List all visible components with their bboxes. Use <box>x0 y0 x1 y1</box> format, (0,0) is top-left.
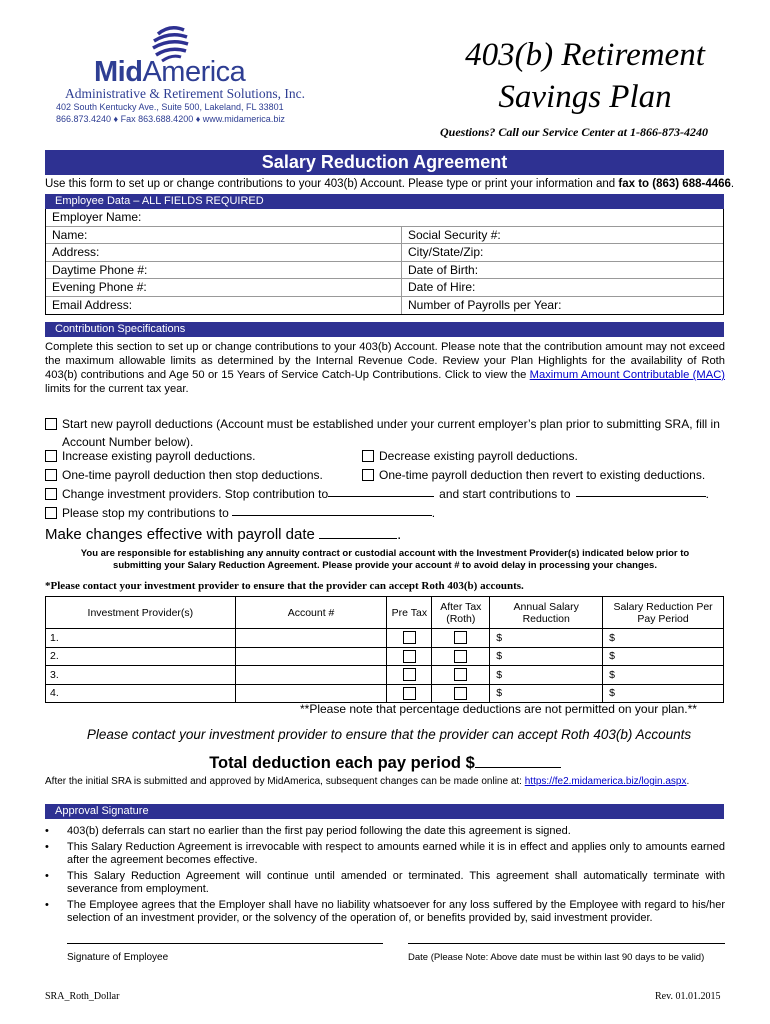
col-after-tax: After Tax (Roth) <box>432 597 490 629</box>
onetime-stop-checkbox[interactable] <box>45 469 57 481</box>
address-line-1: 402 South Kentucky Ave., Suite 500, Lakeland, FL 33801 <box>56 102 284 112</box>
employee-signature-line[interactable] <box>67 943 383 944</box>
list-item: • The Employee agrees that the Employer shall have no liability whatsoever for any loss suffered by the Employee with regard to his/her selection of an investment provider, or the solvency of the operation of, or benefits provided by, said investment provider. <box>45 899 725 925</box>
list-item: • 403(b) deferrals can start no earlier than the first pay period following the date this agreement is signed. <box>45 825 725 838</box>
employer-name-field[interactable]: Employer Name: <box>52 210 142 224</box>
title-line-1: 403(b) Retirement <box>465 37 705 73</box>
contribution-instructions: Complete this section to set up or change contributions to your 403(b) Account. Please note that the contribution amount may not exceed the maximum allowable limits as determined by the Internal Revenue Code. Review your Plan Highlights for the availability of Roth 403(b) contributions and Age 50 or 15 Years of Service Catch-Up Contributions. Click to view the Maximum Amount Contributable (MAC) limits for the current tax year. <box>45 341 725 395</box>
table-row <box>46 647 724 666</box>
table-row <box>46 684 724 703</box>
payrolls-per-year-field[interactable]: Number of Payrolls per Year: <box>408 297 562 312</box>
total-deduction-line: Total deduction each pay period $ <box>45 754 725 773</box>
payroll-date-input[interactable] <box>319 527 397 539</box>
account-number-cell[interactable] <box>235 684 387 703</box>
section-banner-salary-reduction: Salary Reduction Agreement <box>45 150 724 175</box>
effective-date-line: Make changes effective with payroll date . <box>45 526 402 543</box>
option-change-providers: Change investment providers. Stop contribution to and start contributions to . <box>45 485 709 503</box>
provider-name-cell[interactable]: 1. <box>46 629 236 648</box>
annual-amount-cell[interactable]: $ <box>490 666 603 685</box>
intro-text: Use this form to set up or change contributions to your 403(b) Account. Please type or print your information and fax to (863) 688-4466. <box>45 178 735 190</box>
company-address <box>56 101 285 125</box>
stop-contributions-checkbox[interactable] <box>45 507 57 519</box>
col-account-number: Account # <box>235 597 387 629</box>
employee-data-heading: Employee Data – ALL FIELDS REQUIRED <box>45 194 724 209</box>
company-full-name: Administrative & Retirement Solutions, Inc. <box>65 86 305 101</box>
pre-tax-cell <box>387 629 432 648</box>
after-tax-cell <box>432 647 490 666</box>
online-changes-note: After the initial SRA is submitted and approved by MidAmerica, subsequent changes can be made online at: https://fe2.midamerica.biz/login.aspx. <box>45 776 690 787</box>
pre-tax-cell <box>387 684 432 703</box>
provider-name-cell[interactable]: 3. <box>46 666 236 685</box>
option-onetime-revert: One-time payroll deduction then revert to existing deductions. <box>362 466 705 484</box>
pre-tax-checkbox[interactable] <box>403 668 416 681</box>
login-link[interactable]: https://fe2.midamerica.biz/login.aspx <box>524 776 687 787</box>
contribution-specifications-heading: Contribution Specifications <box>45 322 724 337</box>
option-start-new: Start new payroll deductions (Account must be established under your current employer’s plan prior to submitting SRA, fill in Account Number below). <box>45 415 730 451</box>
annual-amount-cell[interactable]: $ <box>490 684 603 703</box>
form-title <box>435 34 735 118</box>
signature-date-line[interactable] <box>408 943 725 944</box>
address-field[interactable]: Address: <box>46 244 402 261</box>
table-row <box>46 629 724 648</box>
after-tax-cell <box>432 684 490 703</box>
per-period-amount-cell[interactable]: $ <box>603 647 724 666</box>
provider-name-cell[interactable]: 2. <box>46 647 236 666</box>
decrease-checkbox[interactable] <box>362 450 374 462</box>
title-line-2: Savings Plan <box>498 79 672 115</box>
employee-data-table <box>45 209 724 315</box>
total-deduction-input[interactable] <box>475 754 561 768</box>
pre-tax-checkbox[interactable] <box>403 650 416 663</box>
table-row <box>46 666 724 685</box>
annual-amount-cell[interactable]: $ <box>490 647 603 666</box>
col-per-pay-period: Salary Reduction Per Pay Period <box>603 597 724 629</box>
pre-tax-checkbox[interactable] <box>403 687 416 700</box>
stop-contribution-to-input[interactable] <box>328 485 434 497</box>
date-of-hire-field[interactable]: Date of Hire: <box>408 280 476 294</box>
option-onetime-stop: One-time payroll deduction then stop deductions. <box>45 466 323 484</box>
contact-provider-note: Please contact your investment provider to ensure that the provider can accept Roth 403(b) Accounts <box>86 727 692 742</box>
approval-terms-list <box>45 825 725 928</box>
responsibility-note: You are responsible for establishing any annuity contract or custodial account with the Investment Provider(s) indicated below prior to submitting your Salary Reduction Agreement. Please provide your account # to avoid delay in processing your changes. <box>80 548 690 571</box>
investment-providers-table <box>45 596 724 703</box>
revision-number: Rev. 01.01.2015 <box>655 991 721 1002</box>
email-field[interactable]: Email Address: <box>46 297 402 315</box>
after-tax-cell <box>432 666 490 685</box>
col-pre-tax: Pre Tax <box>387 597 432 629</box>
mac-link[interactable]: Maximum Amount Contributable (MAC) <box>529 369 725 381</box>
daytime-phone-field[interactable]: Daytime Phone #: <box>46 262 402 279</box>
after-tax-checkbox[interactable] <box>454 650 467 663</box>
name-field[interactable]: Name: <box>46 227 402 244</box>
after-tax-checkbox[interactable] <box>454 687 467 700</box>
change-providers-checkbox[interactable] <box>45 488 57 500</box>
address-line-2: 866.873.4240 ♦ Fax 863.688.4200 ♦ www.midamerica.biz <box>56 114 285 124</box>
after-tax-checkbox[interactable] <box>454 668 467 681</box>
annual-amount-cell[interactable]: $ <box>490 629 603 648</box>
account-number-cell[interactable] <box>235 666 387 685</box>
list-item: • This Salary Reduction Agreement is irrevocable with respect to amounts earned while it is in effect and applies only to amounts earned after the agreement becomes effective. <box>45 841 725 867</box>
city-state-zip-field[interactable]: City/State/Zip: <box>408 245 484 259</box>
increase-checkbox[interactable] <box>45 450 57 462</box>
col-investment-provider: Investment Provider(s) <box>46 597 236 629</box>
date-label: Date (Please Note: Above date must be within last 90 days to be valid) <box>408 952 705 963</box>
signature-label: Signature of Employee <box>67 952 169 963</box>
company-logo-wordmark: MidAmerica <box>94 56 246 88</box>
provider-name-cell[interactable]: 4. <box>46 684 236 703</box>
service-center-note: Questions? Call our Service Center at 1-866-873-4240 <box>440 125 709 139</box>
pre-tax-cell <box>387 647 432 666</box>
per-period-amount-cell[interactable]: $ <box>603 684 724 703</box>
roth-provider-note: *Please contact your investment provider to ensure that the provider can accept Roth 403(b) accounts. <box>45 580 524 592</box>
per-period-amount-cell[interactable]: $ <box>603 666 724 685</box>
form-code: SRA_Roth_Dollar <box>45 991 120 1002</box>
evening-phone-field[interactable]: Evening Phone #: <box>46 279 402 296</box>
start-new-checkbox[interactable] <box>45 418 57 430</box>
after-tax-cell <box>432 629 490 648</box>
date-of-birth-field[interactable]: Date of Birth: <box>408 262 479 277</box>
percentage-deduction-note: **Please note that percentage deductions are not permitted on your plan.** <box>300 702 697 716</box>
onetime-revert-checkbox[interactable] <box>362 469 374 481</box>
list-item: • This Salary Reduction Agreement will continue until amended or terminated. This agreement shall automatically terminate with severance from employment. <box>45 870 725 896</box>
option-stop-contributions: Please stop my contributions to . <box>45 504 435 522</box>
col-annual-salary-reduction: Annual Salary Reduction <box>490 597 603 629</box>
after-tax-checkbox[interactable] <box>454 631 467 644</box>
option-increase: Increase existing payroll deductions. <box>45 447 255 465</box>
account-number-cell[interactable] <box>235 647 387 666</box>
account-number-cell[interactable] <box>235 629 387 648</box>
ssn-field[interactable]: Social Security #: <box>408 227 501 242</box>
option-decrease: Decrease existing payroll deductions. <box>362 447 578 465</box>
pre-tax-checkbox[interactable] <box>403 631 416 644</box>
start-contribution-to-input[interactable] <box>576 485 706 497</box>
pre-tax-cell <box>387 666 432 685</box>
stop-contributions-to-input[interactable] <box>232 504 432 516</box>
approval-signature-heading: Approval Signature <box>45 804 724 819</box>
per-period-amount-cell[interactable]: $ <box>603 629 724 648</box>
